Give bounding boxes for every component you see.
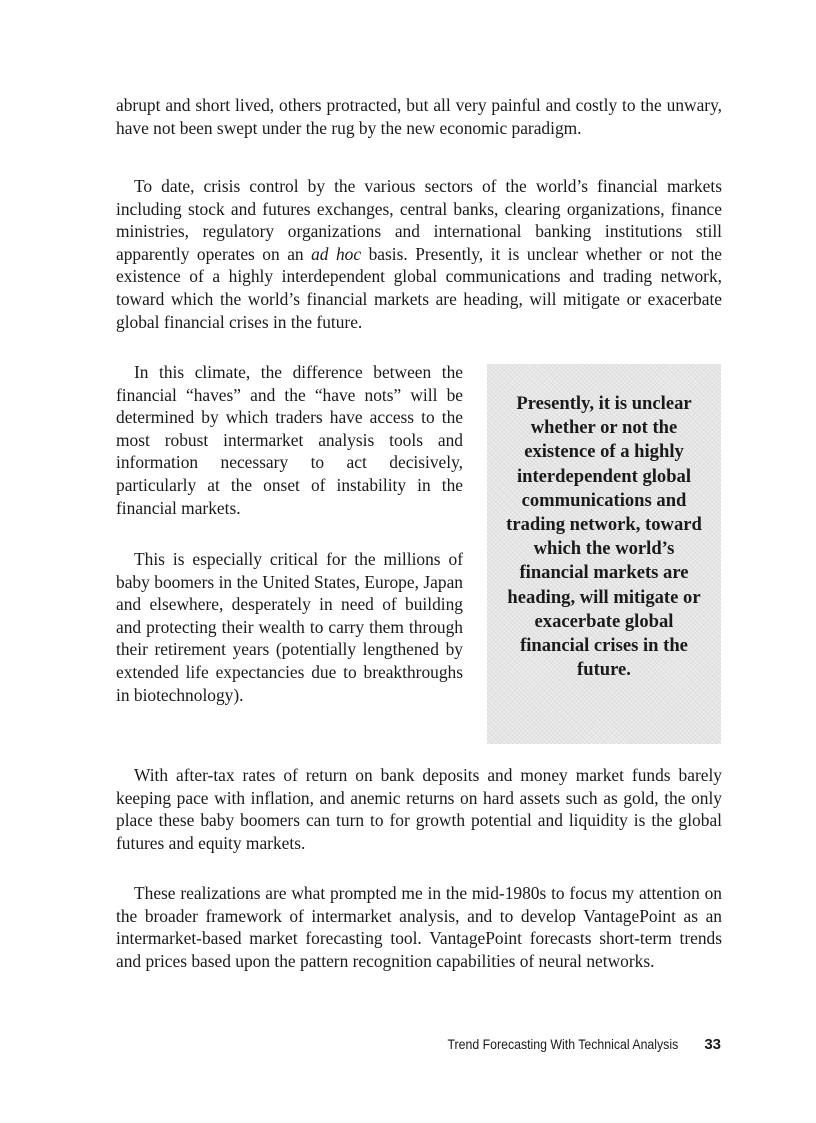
paragraph-continued: abrupt and short lived, others protracted, but all very painful and costly to the unwary, have not been swept under the rug by the new economic paradigm. [116, 95, 722, 138]
page-number: 33 [704, 1036, 721, 1053]
italic-term: ad hoc [311, 243, 362, 264]
paragraph-baby-boomers: This is especially critical for the millions of baby boomers in the United States, Europe, Japan and elsewhere, desperately in need of building and protecting their wealth to carry them through their retirement years (potentially lengthened by extended life expectancies due to breakthroughs in biotechnology). [116, 549, 463, 705]
pull-quote-text: Presently, it is unclear whether or not the existence of a highly interdependent global communications and trading network, toward which the world’s financial markets are heading, will mitigate or exacerbate global financial crises in the future. [506, 393, 702, 681]
paragraph-text: basis. Presently, it is unclear whether or not the existence of a highly interdependent global communications and trading network, toward which the world’s financial markets are heading, will mitigate or exacerbate global financial crises in the future. [116, 243, 722, 332]
paragraph-vantagepoint: These realizations are what prompted me in the mid-1980s to focus my attention on the broader framework of intermarket analysis, and to develop VantagePoint as an intermarket-based market forecasting tool. VantagePoint forecasts short-term trends and prices based upon the pattern recognition capabilities of neural networks. [116, 883, 722, 971]
paragraph-crisis-control [116, 175, 722, 333]
page-footer [416, 1036, 721, 1053]
paragraph-after-tax-returns: With after-tax rates of return on bank deposits and money market funds barely keeping pace with inflation, and anemic returns on hard assets such as gold, the only place these baby boomers can turn to for growth potential and liquidity is the global futures and equity markets. [116, 765, 722, 853]
paragraph-text: To date, crisis control by the various sectors of the world’s financial markets including stock and futures exchanges, central banks, clearing organizations, finance ministries, regulatory organizations and international banking institutions still apparently operates on an [116, 176, 722, 264]
pull-quote-box [487, 364, 721, 744]
running-head: Trend Forecasting With Technical Analysis [447, 1036, 679, 1052]
paragraph-haves-have-nots: In this climate, the difference between the financial “haves” and the “have nots” will be determined by which traders have access to the most robust intermarket analysis tools and information necessary to act decisively, particularly at the onset of instability in the financial markets. [116, 362, 463, 518]
